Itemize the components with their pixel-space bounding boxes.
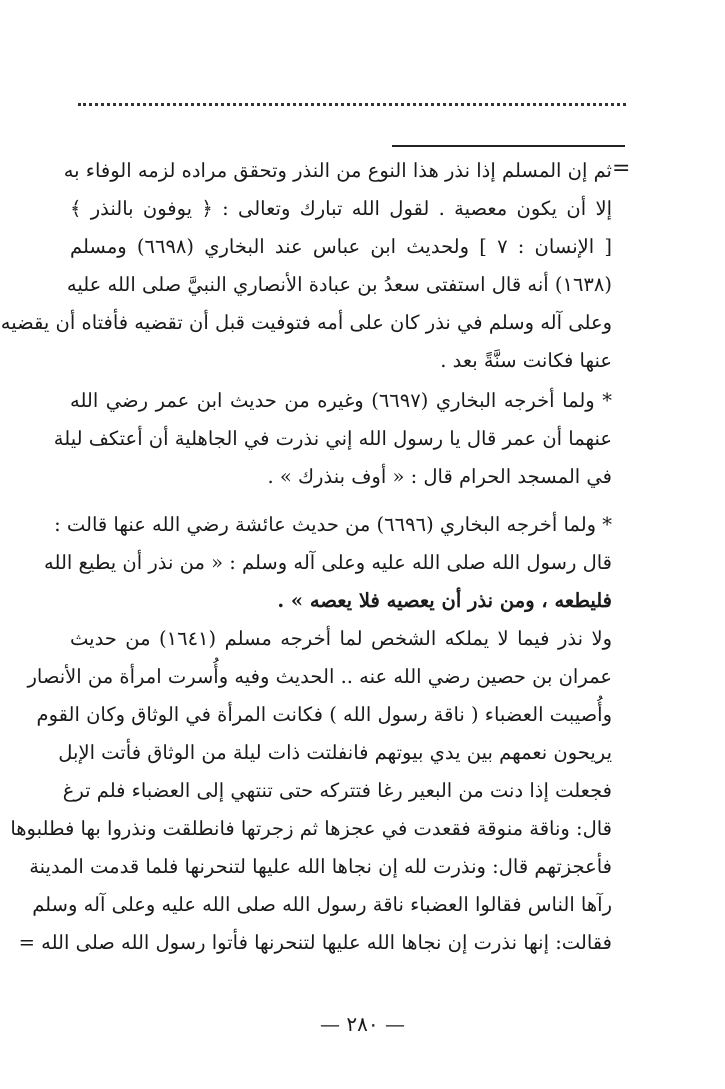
- text-line: قال: وناقة منوقة فقعدت في عجزها ثم زجرتها فانطلقت ونذروا بها فطلبوها: [10, 817, 612, 840]
- text-line: [ الإنسان : ٧ ] ولحديث ابن عباس عند البخاري (٦٦٩٨) ومسلم: [70, 235, 612, 258]
- text-line: * ولما أخرجه البخاري (٦٦٩٦) من حديث عائشة رضي الله عنها قالت :: [54, 513, 612, 536]
- footnote-paragraph-2: [53, 382, 612, 496]
- text-line: فأعجزتهم قال: ونذرت لله إن نجاها الله عليها لتنحرنها فلما قدمت المدينة: [29, 855, 612, 878]
- text-line: رآها الناس فقالوا العضباء ناقة رسول الله صلى الله عليه وعلى آله وسلم: [32, 893, 612, 916]
- text-line: يريحون نعمهم بين يدي بيوتهم فانفلتت ذات ليلة من الوثاق فأتت الإبل: [58, 741, 612, 764]
- footnote-paragraph-4: [10, 620, 612, 962]
- text-line: عنهما أن عمر قال يا رسول الله إني نذرت في الجاهلية أن أعتكف ليلة: [53, 427, 612, 450]
- text-line: عمران بن حصين رضي الله عنه .. الحديث وفيه وأُسرت امرأة من الأنصار: [27, 665, 612, 688]
- footnote-rule: [392, 145, 625, 147]
- text-line: قال رسول الله صلى الله عليه وعلى آله وسلم : « من نذر أن يطيع الله: [44, 551, 612, 574]
- footnote-paragraph-1: [0, 152, 612, 380]
- text-line: عنها فكانت سنَّةً بعد .: [440, 349, 612, 372]
- text-line: وأُصيبت العضباء ( ناقة رسول الله ) فكانت المرأة في الوثاق وكان القوم: [36, 703, 612, 726]
- text-line: (١٦٣٨) أنه قال استفتى سعدُ بن عبادة الأنصاري النبيَّ صلى الله عليه: [66, 273, 612, 296]
- page-number: — ٢٨٠ —: [320, 1012, 405, 1036]
- dotted-separator: [78, 103, 626, 106]
- text-line: ولا نذر فيما لا يملكه الشخص لما أخرجه مسلم (١٦٤١) من حديث: [70, 627, 612, 650]
- text-line: فليطعه ، ومن نذر أن يعصيه فلا يعصه » .: [277, 589, 612, 612]
- text-line: إلا أن يكون معصية . لقول الله تبارك وتعالى : ﴿ يوفون بالنذر ﴾: [70, 197, 612, 220]
- text-line: فقالت: إنها نذرت إن نجاها الله عليها لتنحرنها فأتوا رسول الله صلى الله =: [18, 931, 612, 954]
- footnote-paragraph-3: [44, 506, 612, 620]
- text-line: ثم إن المسلم إذا نذر هذا النوع من النذر وتحقق مراده لزمه الوفاء به: [63, 159, 612, 182]
- continuation-mark: =: [612, 156, 631, 181]
- text-line: وعلى آله وسلم في نذر كان على أمه فتوفيت قبل أن تقضيه فأفتاه أن يقضيه: [0, 311, 612, 334]
- text-line: * ولما أخرجه البخاري (٦٦٩٧) وغيره من حديث ابن عمر رضي الله: [70, 389, 612, 412]
- text-line: في المسجد الحرام قال : « أوف بنذرك » .: [267, 465, 612, 488]
- text-line: فجعلت إذا دنت من البعير رغا فتتركه حتى تنتهي إلى العضباء فلم ترغ: [62, 779, 612, 802]
